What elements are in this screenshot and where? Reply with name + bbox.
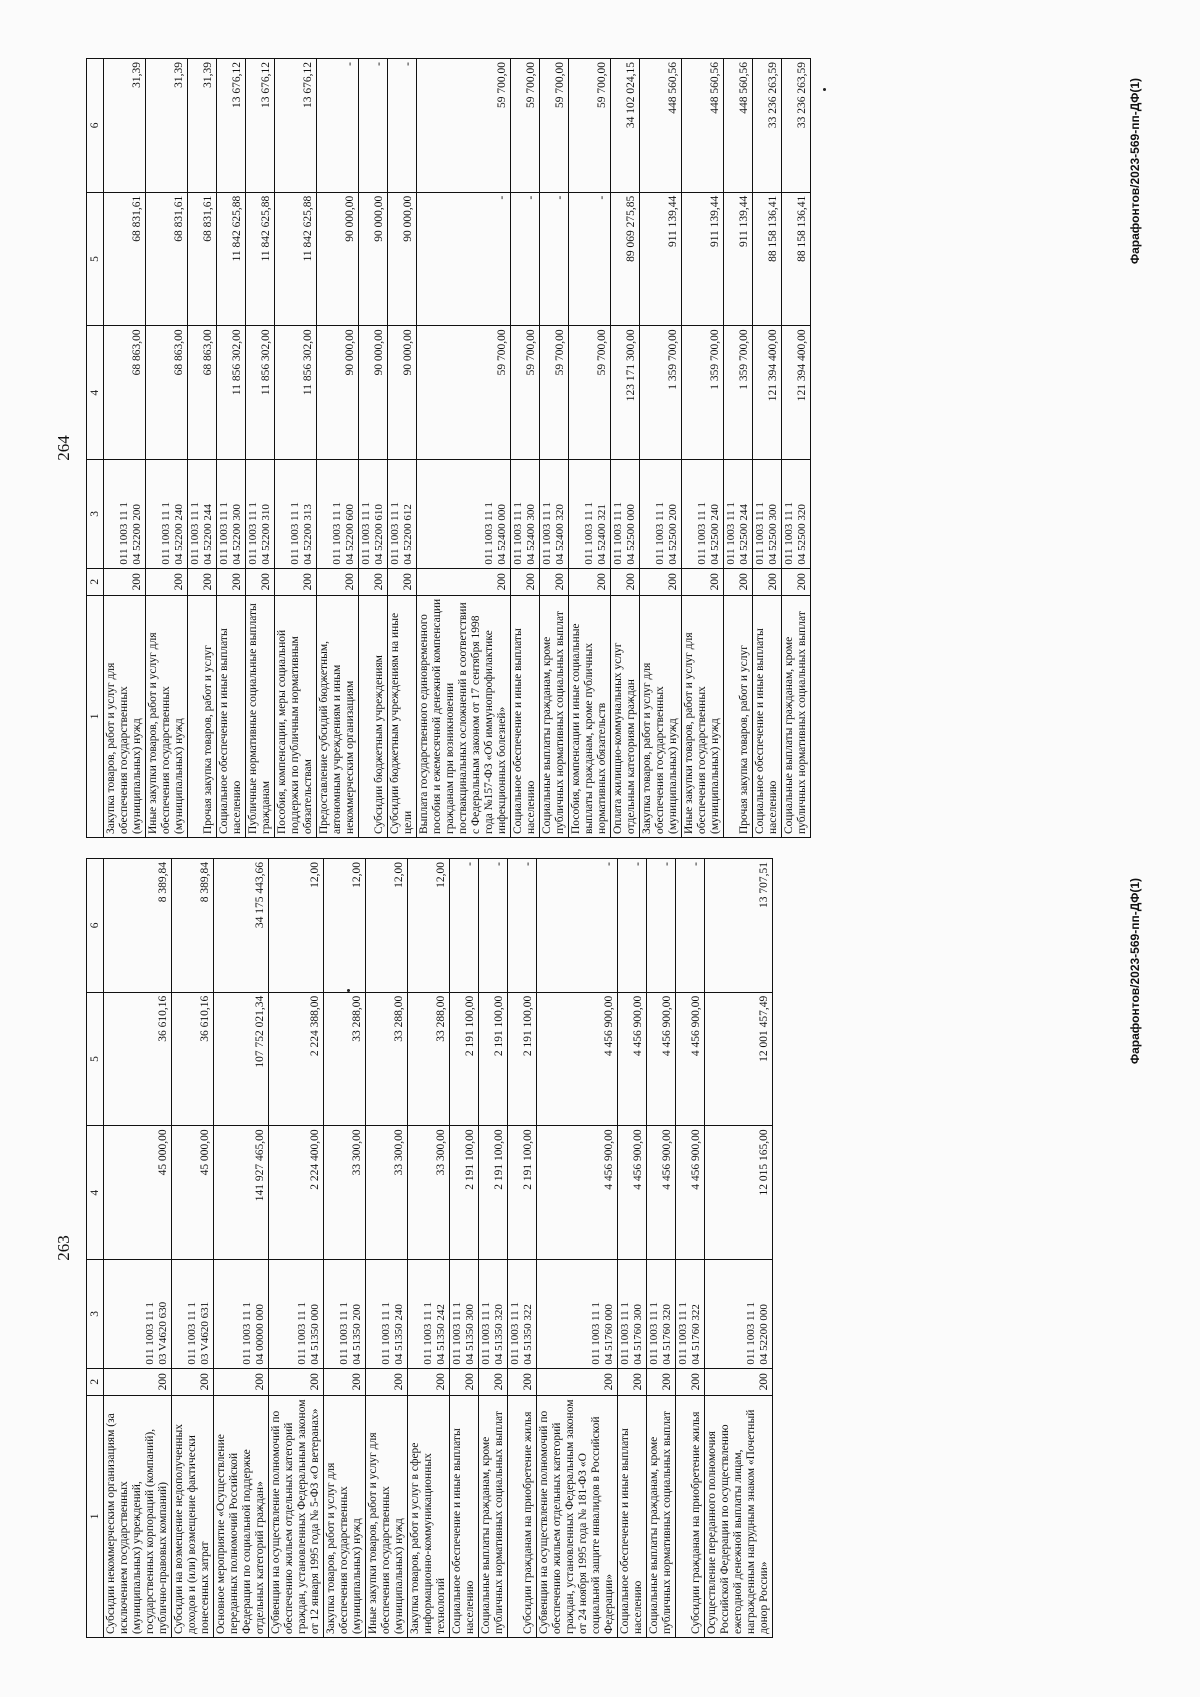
row-unexecuted: - — [618, 859, 647, 993]
row-budget-code: 011 1003 11 1 04 52200 610 — [359, 460, 388, 569]
row-executed: 2 191 100,00 — [508, 992, 537, 1126]
table-row — [508, 859, 537, 1638]
col-header: 4 — [87, 1126, 104, 1260]
row-approved: 90 000,00 — [359, 326, 388, 460]
row-name: Осуществление переданного полномочия Российской Федерации по осуществлению ежегодной денежной выплаты лицам, награжденным нагрудным знаком «Почетный донор России» — [705, 1395, 773, 1637]
row-unexecuted: - — [647, 859, 676, 993]
row-budget-code: 011 1003 11 1 04 52200 310 — [246, 460, 275, 569]
row-executed: - — [569, 192, 611, 326]
row-unexecuted: 31,39 — [104, 59, 146, 193]
row-budget-code: 011 1003 11 1 04 51350 322 — [508, 1260, 537, 1369]
row-name: Закупка товаров, работ и услуг для обеспечения государственных (муниципальных) нужд — [104, 595, 146, 837]
row-budget-code: 011 1003 11 1 04 52500 200 — [640, 460, 682, 569]
row-budget-code: 011 1003 11 1 04 52200 200 — [104, 460, 146, 569]
table-row — [647, 859, 676, 1638]
row-code-group: 200 — [104, 568, 146, 595]
row-name: Закупка товаров, работ и услуг для обеспечения государственных (муниципальных) нужд — [640, 595, 682, 837]
row-budget-code: 011 1003 11 1 04 51760 322 — [676, 1260, 705, 1369]
row-unexecuted: 33 236 263,59 — [782, 59, 811, 193]
row-code-group: 200 — [104, 1368, 172, 1395]
row-name: Субвенции на осуществление полномочий по обеспечению жильем отдельных категорий граждан, установленных Федеральным законом от 24 ноября 1995 года № 181-ФЗ «О социальной защите инвалидов в Российской Федерации» — [537, 1395, 618, 1637]
row-name: Иные закупки товаров, работ и услуг для обеспечения государственных (муниципальных) нужд — [366, 1395, 408, 1637]
table-row — [540, 59, 569, 838]
table-row — [359, 59, 388, 838]
row-code-group: 200 — [246, 568, 275, 595]
row-approved: 2 191 100,00 — [479, 1126, 508, 1260]
row-executed: 11 842 625,88 — [275, 192, 317, 326]
page-264 — [40, 58, 1160, 838]
table-row — [450, 859, 479, 1638]
row-executed: 36 610,16 — [172, 992, 214, 1126]
row-executed: 2 191 100,00 — [479, 992, 508, 1126]
row-unexecuted: - — [676, 859, 705, 993]
row-name: Субсидии гражданам на приобретение жилья — [676, 1395, 705, 1637]
row-executed: 107 752 021,34 — [214, 992, 269, 1126]
row-approved: 123 171 300,00 — [611, 326, 640, 460]
row-approved: 11 856 302,00 — [275, 326, 317, 460]
row-budget-code: 011 1003 11 1 04 00000 000 — [214, 1260, 269, 1369]
col-header: 2 — [87, 1368, 104, 1395]
row-executed: 4 456 900,00 — [676, 992, 705, 1126]
col-header: 6 — [87, 59, 104, 193]
table-row — [317, 59, 359, 838]
row-unexecuted: - — [450, 859, 479, 993]
row-unexecuted: 59 700,00 — [569, 59, 611, 193]
row-executed: 2 191 100,00 — [450, 992, 479, 1126]
scan-speck — [823, 88, 826, 91]
row-approved: 2 191 100,00 — [450, 1126, 479, 1260]
row-unexecuted: 8 389,84 — [172, 859, 214, 993]
col-header: 3 — [87, 460, 104, 569]
row-unexecuted: 8 389,84 — [104, 859, 172, 993]
row-approved: 45 000,00 — [104, 1126, 172, 1260]
row-name: Социальные выплаты гражданам, кроме публичных нормативных социальных выплат — [782, 595, 811, 837]
row-approved: 11 856 302,00 — [217, 326, 246, 460]
row-budget-code: 011 1003 11 1 04 52200 313 — [275, 460, 317, 569]
row-name: Социальное обеспечение и иные выплаты населению — [511, 595, 540, 837]
table-row — [388, 59, 417, 838]
row-approved: 59 700,00 — [569, 326, 611, 460]
row-name: Субсидии на возмещение недополученных доходов и (или) возмещение фактически понесенных затрат — [172, 1395, 214, 1637]
row-unexecuted: 12,00 — [366, 859, 408, 993]
table-row — [569, 59, 611, 838]
row-budget-code: 011 1003 11 1 04 52200 240 — [146, 460, 188, 569]
row-executed: 11 842 625,88 — [217, 192, 246, 326]
row-budget-code: 011 1003 11 1 04 52500 000 — [611, 460, 640, 569]
row-executed: 11 842 625,88 — [246, 192, 275, 326]
row-budget-code: 011 1003 11 1 04 51350 000 — [269, 1260, 324, 1369]
table-row — [724, 59, 753, 838]
row-budget-code: 011 1003 11 1 04 52400 321 — [569, 460, 611, 569]
row-approved: 121 394 400,00 — [782, 326, 811, 460]
row-name: Субсидии некоммерческим организациям (за исключением государственных (муниципальных) учреждений, государственных корпораций (компаний), публично-правовых компаний) — [104, 1395, 172, 1637]
table-row — [479, 859, 508, 1638]
col-header: 4 — [87, 326, 104, 460]
row-executed: 33 288,00 — [366, 992, 408, 1126]
row-approved: 4 456 900,00 — [618, 1126, 647, 1260]
row-code-group: 200 — [782, 568, 811, 595]
row-unexecuted: 13 676,12 — [275, 59, 317, 193]
table-row — [753, 59, 782, 838]
row-code-group: 200 — [214, 1368, 269, 1395]
row-approved: 68 863,00 — [146, 326, 188, 460]
row-name: Выплата государственного единовременного пособия и ежемесячной денежной компенсации гражданам при возникновении поствакцинальных осложнений в соответствии с Федеральным законом от 17 сентября 1998 года №157-ФЗ «Об иммунопрофилактике инфекционных болезней» — [417, 595, 511, 837]
row-code-group: 200 — [217, 568, 246, 595]
row-code-group: 200 — [724, 568, 753, 595]
row-name: Субвенции на осуществление полномочий по обеспечению жильем отдельных категорий граждан, установленных Федеральным законом от 12 января 1995 года № 5-ФЗ «О ветеранах» — [269, 1395, 324, 1637]
row-unexecuted: 13 676,12 — [246, 59, 275, 193]
page-263 — [40, 858, 1160, 1638]
col-header: 1 — [87, 1395, 104, 1637]
row-executed: 90 000,00 — [388, 192, 417, 326]
table-row — [172, 859, 214, 1638]
footer-stamp: Фарафонтов/2023-569-пп-ДФ(1) — [1128, 78, 1142, 265]
row-budget-code: 011 1003 11 1 04 52200 300 — [217, 460, 246, 569]
row-approved: 121 394 400,00 — [753, 326, 782, 460]
table-row — [269, 859, 324, 1638]
row-executed: 68 831,61 — [188, 192, 217, 326]
row-code-group: 200 — [705, 1368, 773, 1395]
row-unexecuted: 13 707,51 — [705, 859, 773, 993]
row-unexecuted: 13 676,12 — [217, 59, 246, 193]
table-row — [188, 59, 217, 838]
row-name: Субсидии бюджетным учреждениям на иные цели — [388, 595, 417, 837]
row-code-group: 200 — [537, 1368, 618, 1395]
table-row — [214, 859, 269, 1638]
row-budget-code: 011 1003 11 1 04 52200 600 — [317, 460, 359, 569]
row-budget-code: 011 1003 11 1 04 52400 300 — [511, 460, 540, 569]
table-row — [408, 859, 450, 1638]
table-row — [275, 59, 317, 838]
row-code-group: 200 — [682, 568, 724, 595]
row-executed: 36 610,16 — [104, 992, 172, 1126]
scanned-spread — [40, 58, 1160, 1638]
row-name: Публичные нормативные социальные выплаты гражданам — [246, 595, 275, 837]
row-budget-code: 011 1003 11 1 03 V4620 631 — [172, 1260, 214, 1369]
row-approved: 33 300,00 — [324, 1126, 366, 1260]
row-executed: 4 456 900,00 — [647, 992, 676, 1126]
row-approved: 33 300,00 — [408, 1126, 450, 1260]
budget-table-263 — [86, 858, 773, 1638]
row-code-group: 200 — [569, 568, 611, 595]
row-executed: 4 456 900,00 — [537, 992, 618, 1126]
row-approved: 12 015 165,00 — [705, 1126, 773, 1260]
row-code-group: 200 — [317, 568, 359, 595]
row-executed: 911 139,44 — [640, 192, 682, 326]
table-row — [618, 859, 647, 1638]
row-budget-code: 011 1003 11 1 04 52500 320 — [782, 460, 811, 569]
table-row — [682, 59, 724, 838]
row-name: Социальное обеспечение и иные выплаты населению — [450, 1395, 479, 1637]
row-executed: 2 224 388,00 — [269, 992, 324, 1126]
row-executed: - — [511, 192, 540, 326]
row-unexecuted: 31,39 — [188, 59, 217, 193]
row-approved: 2 224 400,00 — [269, 1126, 324, 1260]
row-name: Пособия, компенсации и иные социальные выплаты гражданам, кроме публичных нормативных обязательств — [569, 595, 611, 837]
row-approved: 4 456 900,00 — [647, 1126, 676, 1260]
row-unexecuted: 31,39 — [146, 59, 188, 193]
row-code-group: 200 — [359, 568, 388, 595]
row-approved: 4 456 900,00 — [537, 1126, 618, 1260]
page-number: 264 — [54, 435, 73, 461]
row-approved: 68 863,00 — [188, 326, 217, 460]
row-unexecuted: - — [479, 859, 508, 993]
row-unexecuted: - — [508, 859, 537, 993]
row-executed: 88 158 136,41 — [782, 192, 811, 326]
row-budget-code: 011 1003 11 1 04 52200 244 — [188, 460, 217, 569]
row-code-group: 200 — [275, 568, 317, 595]
col-header: 5 — [87, 192, 104, 326]
table-row — [640, 59, 682, 838]
row-approved: 4 456 900,00 — [676, 1126, 705, 1260]
row-code-group: 200 — [511, 568, 540, 595]
row-executed: 68 831,61 — [104, 192, 146, 326]
row-code-group: 200 — [388, 568, 417, 595]
row-executed: 4 456 900,00 — [618, 992, 647, 1126]
row-budget-code: 011 1003 11 1 04 52500 244 — [724, 460, 753, 569]
row-executed: 90 000,00 — [359, 192, 388, 326]
row-name: Социальное обеспечение и иные выплаты населению — [217, 595, 246, 837]
table-row — [146, 59, 188, 838]
table-row — [324, 859, 366, 1638]
row-name: Оплата жилищно-коммунальных услуг отдельным категориям граждан — [611, 595, 640, 837]
row-budget-code: 011 1003 11 1 04 52200 612 — [388, 460, 417, 569]
row-code-group: 200 — [508, 1368, 537, 1395]
row-name: Субсидии гражданам на приобретение жилья — [508, 1395, 537, 1637]
row-budget-code: 011 1003 11 1 04 51760 320 — [647, 1260, 676, 1369]
row-name: Иные закупки товаров, работ и услуг для обеспечения государственных (муниципальных) нужд — [146, 595, 188, 837]
row-code-group: 200 — [417, 568, 511, 595]
row-budget-code: 011 1003 11 1 04 52500 300 — [753, 460, 782, 569]
header-row — [87, 59, 104, 838]
row-unexecuted: - — [537, 859, 618, 993]
row-budget-code: 011 1003 11 1 04 51350 320 — [479, 1260, 508, 1369]
row-unexecuted: 12,00 — [269, 859, 324, 993]
row-executed: 33 288,00 — [324, 992, 366, 1126]
col-header: 5 — [87, 992, 104, 1126]
scan-speck — [347, 989, 350, 992]
row-budget-code: 011 1003 11 1 04 51350 200 — [324, 1260, 366, 1369]
row-code-group: 200 — [540, 568, 569, 595]
row-approved: 1 359 700,00 — [724, 326, 753, 460]
table-row — [246, 59, 275, 838]
row-code-group: 200 — [676, 1368, 705, 1395]
row-approved: 59 700,00 — [511, 326, 540, 460]
row-unexecuted: 448 560,56 — [724, 59, 753, 193]
row-approved: 68 863,00 — [104, 326, 146, 460]
row-executed: - — [417, 192, 511, 326]
row-approved: 141 927 465,00 — [214, 1126, 269, 1260]
row-executed: 33 288,00 — [408, 992, 450, 1126]
row-code-group: 200 — [408, 1368, 450, 1395]
table-row — [511, 59, 540, 838]
row-name: Иные закупки товаров, работ и услуг для обеспечения государственных (муниципальных) нужд — [682, 595, 724, 837]
row-name: Субсидии бюджетным учреждениям — [359, 595, 388, 837]
row-budget-code: 011 1003 11 1 04 51350 300 — [450, 1260, 479, 1369]
row-executed: 90 000,00 — [317, 192, 359, 326]
row-approved: 90 000,00 — [317, 326, 359, 460]
row-name: Социальные выплаты гражданам, кроме публичных нормативных социальных выплат — [647, 1395, 676, 1637]
row-approved: 59 700,00 — [417, 326, 511, 460]
col-header: 3 — [87, 1260, 104, 1369]
row-approved: 59 700,00 — [540, 326, 569, 460]
row-executed: 911 139,44 — [682, 192, 724, 326]
row-executed: 911 139,44 — [724, 192, 753, 326]
row-name: Социальные выплаты гражданам, кроме публичных нормативных социальных выплат — [540, 595, 569, 837]
row-budget-code: 011 1003 11 1 04 51760 000 — [537, 1260, 618, 1369]
footer-stamp: Фарафонтов/2023-569-пп-ДФ(1) — [1128, 878, 1142, 1065]
row-approved: 2 191 100,00 — [508, 1126, 537, 1260]
row-name: Основное мероприятие «Осуществление переданных полномочий Российской Федерации по социальной поддержке отдельных категорий граждан» — [214, 1395, 269, 1637]
row-approved: 33 300,00 — [366, 1126, 408, 1260]
row-approved: 1 359 700,00 — [640, 326, 682, 460]
row-name: Пособия, компенсации, меры социальной поддержки по публичным нормативным обязательствам — [275, 595, 317, 837]
row-unexecuted: 448 560,56 — [640, 59, 682, 193]
row-budget-code: 011 1003 11 1 04 51350 240 — [366, 1260, 408, 1369]
row-unexecuted: 448 560,56 — [682, 59, 724, 193]
table-row — [217, 59, 246, 838]
row-executed: 68 831,61 — [146, 192, 188, 326]
table-row — [782, 59, 811, 838]
row-budget-code: 011 1003 11 1 04 51760 300 — [618, 1260, 647, 1369]
row-approved: 90 000,00 — [388, 326, 417, 460]
table-row — [104, 859, 172, 1638]
row-name: Закупка товаров, работ и услуг в сфере информационно-коммуникационных технологий — [408, 1395, 450, 1637]
row-budget-code: 011 1003 11 1 04 52500 240 — [682, 460, 724, 569]
col-header: 1 — [87, 595, 104, 837]
table-row — [537, 859, 618, 1638]
row-name: Прочая закупка товаров, работ и услуг — [724, 595, 753, 837]
row-budget-code: 011 1003 11 1 03 V4620 630 — [104, 1260, 172, 1369]
row-name: Прочая закупка товаров, работ и услуг — [188, 595, 217, 837]
row-unexecuted: 59 700,00 — [540, 59, 569, 193]
row-unexecuted: 12,00 — [408, 859, 450, 993]
row-unexecuted: 12,00 — [324, 859, 366, 993]
row-code-group: 200 — [146, 568, 188, 595]
row-unexecuted: 34 102 024,15 — [611, 59, 640, 193]
row-code-group: 200 — [618, 1368, 647, 1395]
row-name: Социальное обеспечение и иные выплаты населению — [618, 1395, 647, 1637]
row-code-group: 200 — [640, 568, 682, 595]
row-executed: 89 069 275,85 — [611, 192, 640, 326]
row-unexecuted: 59 700,00 — [511, 59, 540, 193]
row-code-group: 200 — [269, 1368, 324, 1395]
row-name: Закупка товаров, работ и услуг для обеспечения государственных (муниципальных) нужд — [324, 1395, 366, 1637]
row-executed: 88 158 136,41 — [753, 192, 782, 326]
row-code-group: 200 — [611, 568, 640, 595]
row-executed: 12 001 457,49 — [705, 992, 773, 1126]
row-unexecuted: - — [388, 59, 417, 193]
row-budget-code: 011 1003 11 1 04 52400 320 — [540, 460, 569, 569]
table-row — [611, 59, 640, 838]
row-unexecuted: 34 175 443,66 — [214, 859, 269, 993]
row-code-group: 200 — [479, 1368, 508, 1395]
row-code-group: 200 — [450, 1368, 479, 1395]
row-name: Предоставление субсидий бюджетным, автономным учреждениям и иным некоммерческим организациям — [317, 595, 359, 837]
row-unexecuted: - — [359, 59, 388, 193]
row-approved: 11 856 302,00 — [246, 326, 275, 460]
col-header: 2 — [87, 568, 104, 595]
row-unexecuted: 59 700,00 — [417, 59, 511, 193]
row-code-group: 200 — [172, 1368, 214, 1395]
row-budget-code: 011 1003 11 1 04 52200 000 — [705, 1260, 773, 1369]
row-budget-code: 011 1003 11 1 04 52400 000 — [417, 460, 511, 569]
row-code-group: 200 — [324, 1368, 366, 1395]
table-row — [676, 859, 705, 1638]
row-unexecuted: 33 236 263,59 — [753, 59, 782, 193]
page-number: 263 — [54, 1235, 73, 1261]
row-unexecuted: - — [317, 59, 359, 193]
row-code-group: 200 — [188, 568, 217, 595]
row-name: Социальные выплаты гражданам, кроме публичных нормативных социальных выплат — [479, 1395, 508, 1637]
header-row — [87, 859, 104, 1638]
row-code-group: 200 — [647, 1368, 676, 1395]
table-row — [366, 859, 408, 1638]
col-header: 6 — [87, 859, 104, 993]
table-row — [417, 59, 511, 838]
row-code-group: 200 — [753, 568, 782, 595]
row-approved: 45 000,00 — [172, 1126, 214, 1260]
row-code-group: 200 — [366, 1368, 408, 1395]
table-row — [104, 59, 146, 838]
table-row — [705, 859, 773, 1638]
row-budget-code: 011 1003 11 1 04 51350 242 — [408, 1260, 450, 1369]
row-executed: - — [540, 192, 569, 326]
budget-table-264 — [86, 58, 811, 838]
row-name: Социальное обеспечение и иные выплаты населению — [753, 595, 782, 837]
row-approved: 1 359 700,00 — [682, 326, 724, 460]
